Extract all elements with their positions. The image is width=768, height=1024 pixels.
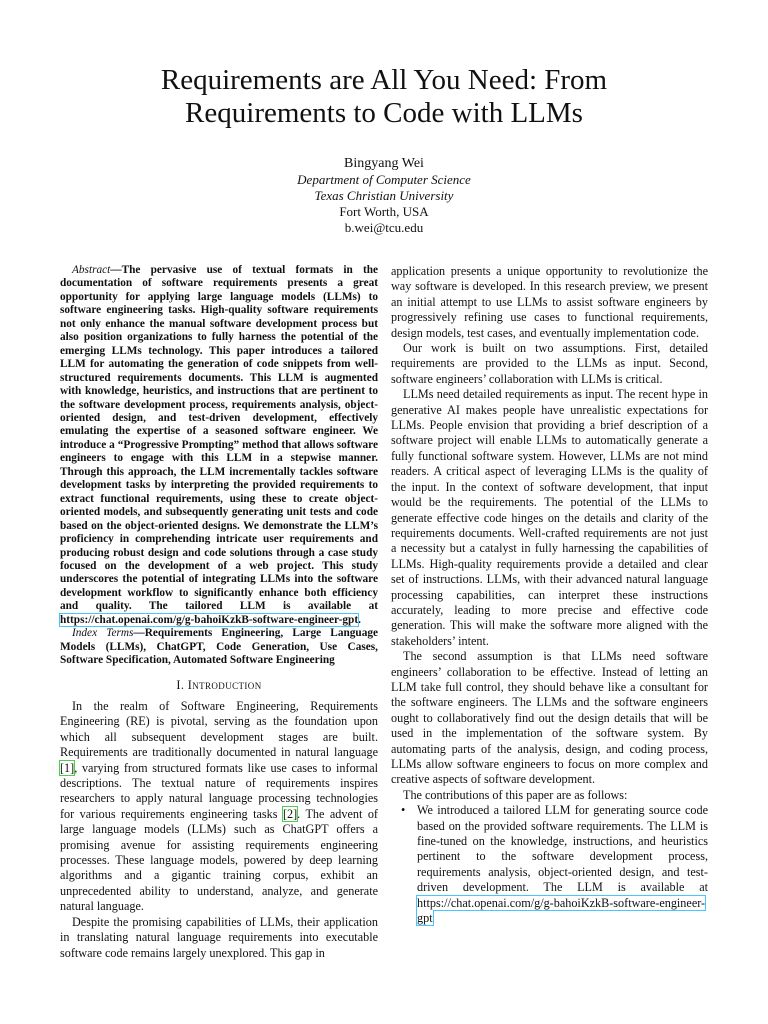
author-name: Bingyang Wei xyxy=(344,156,424,171)
right-column xyxy=(391,264,708,926)
bullet-icon: • xyxy=(401,803,406,818)
author-block xyxy=(0,155,768,236)
author-email: b.wei@tcu.edu xyxy=(344,220,424,235)
paper-title xyxy=(0,64,768,130)
intro-paragraph-2: Despite the promising capabilities of LLMs, their application in translating natural language requirements into executable software code remains largely unexplored. This gap in xyxy=(60,914,378,960)
abstract-lead: Abstract xyxy=(72,264,111,276)
index-terms-text: Requirements Engineering, Large Language Models (LLMs), ChatGPT, Code Generation, Use Cases, Software Specification, Automated Software Engineering xyxy=(60,627,379,667)
second-assumption-paragraph: The second assumption is that LLMs need software engineers’ collaboration to be effective. Instead of letting an LLM take full control, they should behave like a consultant for the software engineers. The LLMs and the software engineers ought to collaboratively find out the design details that will be used in the implementation of the software system. By automating parts of the analysis, design, and coding process, LLMs allow software engineers to focus on more complex and creative aspects of software development. xyxy=(391,649,708,787)
title-line-1: Requirements are All You Need: From xyxy=(160,64,608,96)
detailed-requirements-paragraph: LLMs need detailed requirements as input. The recent hype in generative AI makes people have unrealistic expectations for LLMs. People envision that providing a brief description of a software project will enable LLMs to automatically generate a fully functional software system. However, LLMs are not mind readers. A critical aspect of leveraging LLMs is the quality of the input. In the context of software development, that input would be the requirements. The potential of the LLMs to generate effective code hinges on the details and clarity of the requirements documents. Well-crafted requirements are not just a necessity but a catalyst in fully harnessing the capabilities of LLMs. High-quality requirements provide a detailed and clear set of instructions. LLMs, with their advanced natural language processing capabilities, can interpret these instructions accurately, leading to more precise and effective code generation. This will make the software more aligned with the stakeholders’ intent. xyxy=(391,387,708,648)
left-column xyxy=(60,264,378,961)
abstract-link[interactable]: https://chat.openai.com/g/g-bahoiKzkB-software-engineer-gpt xyxy=(60,613,359,626)
bullet-1-text: We introduced a tailored LLM for generating source code based on the provided software requirements. The LLM is fine-tuned on the knowledge, instructions, and heuristics pertinent to the software development process, requirements analysis, object-oriented design, and test-driven development. The LLM is available at xyxy=(417,803,708,895)
author-location: Fort Worth, USA xyxy=(339,204,429,219)
list-item xyxy=(401,803,708,926)
section-name: Introduction xyxy=(187,677,262,692)
citation-1[interactable]: [1] xyxy=(60,760,75,775)
section-heading-introduction xyxy=(60,678,378,693)
contributions-list xyxy=(391,803,708,926)
author-department: Department of Computer Science xyxy=(297,172,471,187)
title-line-2: Requirements to Code with LLMs xyxy=(185,97,583,129)
bullet-1-link[interactable]: https://chat.openai.com/g/g-bahoiKzkB-software-engineer-gpt xyxy=(417,895,706,926)
contributions-paragraph: The contributions of this paper are as follows: xyxy=(403,787,628,802)
abstract: Abstract—The pervasive use of textual formats in the documentation of software requirements presents a great opportunity for applying large language models (LLMs) to software engineering tasks. High-quality software requirements not only enhance the manual software development process but also position organizations to fully harness the potential of the emerging LLMs technology. This paper introduces a tailored LLM for automating the generation of code snippets from well-structured requirements documents. This LLM is augmented with knowledge, heuristics, and instructions that are pertinent to the software development process, requirements analysis, object-oriented design, and test-driven development, effectively emulating the expertise of a seasoned software engineer. We introduce a “Progressive Prompting” method that allows software engineers to engage with this LLM in a stepwise manner. Through this approach, the LLM incrementally tackles software development tasks by interpreting the provided requirements to extract functional requirements, using these to create object-oriented models, and subsequently generating unit tests and code based on the object-oriented designs. We demonstrate the LLM’s proficiency in comprehending intricate user requirements and producing robust design and code solutions through a case study focused on the development of a web project. This study underscores the potential of integrating LLMs into the software development workflow to significantly enhance both efficiency and quality. The tailored LLM is available at https://chat.openai.com/g/g-bahoiKzkB-software-engineer-gpt. xyxy=(60,264,378,626)
index-terms-lead: Index Terms xyxy=(72,627,134,640)
intro-paragraph-2-continued: application presents a unique opportunity to revolutionize the way software is developed. In this research preview, we present an initial attempt to use LLMs to assist software engineers by progressively refining use cases to functional requirements, design models, test cases, and eventually implementation code. xyxy=(391,264,708,340)
abstract-end: . xyxy=(358,613,361,626)
intro-p1-a: In the realm of Software Engineering, Requirements Engineering (RE) is pivotal, serving as the foundation upon which all subsequent development stages are built. Requirements are traditionally documented in natural language xyxy=(60,699,378,760)
index-terms: Index Terms—Requirements Engineering, Large Language Models (LLMs), ChatGPT, Code Generation, Use Cases, Software Specification, Automated Software Engineering xyxy=(60,627,379,667)
intro-p1-c: . The advent of large language models (LLMs) such as ChatGPT offers a promising avenue for assisting requirements engineering processes. These language models, powered by deep learning algorithms and a gigantic training corpus, exhibit an unprecedented ability to understand, analyze, and generate natural language. xyxy=(60,806,378,914)
assumptions-paragraph: Our work is built on two assumptions. First, detailed requirements are provided to the LLMs as input. Second, software engineers’ collaboration with LLMs is critical. xyxy=(391,341,708,386)
abstract-text: The pervasive use of textual formats in the documentation of software requirements presents a great opportunity for applying large language models (LLMs) to software engineering tasks. High-quality software requirements not only enhance the manual software development process but also position organizations to fully harness the potential of the emerging LLMs technology. This paper introduces a tailored LLM for automating the generation of code snippets from well-structured requirements documents. This LLM is augmented with knowledge, heuristics, and instructions that are pertinent to the software development process, requirements analysis, object-oriented design, and test-driven development, effectively emulating the expertise of a seasoned software engineer. We introduce a “Progressive Prompting” method that allows software engineers to engage with this LLM in a stepwise manner. Through this approach, the LLM incrementally tackles software development tasks by interpreting the provided requirements to extract functional requirements, using these to create object-oriented models, and subsequently generating unit tests and code based on the object-oriented designs. We demonstrate the LLM’s proficiency in comprehending intricate user requirements and producing robust design and code solutions through a case study focused on the development of a web project. This study underscores the potential of integrating LLMs into the software development workflow to significantly enhance both efficiency and quality. The tailored LLM is available at xyxy=(60,264,378,613)
intro-paragraph-1 xyxy=(60,699,378,915)
author-university: Texas Christian University xyxy=(314,188,454,203)
intro-p1-b: , varying from structured formats like use cases to informal descriptions. The textual nature of requirements inspires researchers to apply natural language processing technologies for various requirements engineering tasks xyxy=(60,760,378,821)
section-number: I. xyxy=(176,677,185,692)
citation-2[interactable]: [2] xyxy=(282,806,298,821)
